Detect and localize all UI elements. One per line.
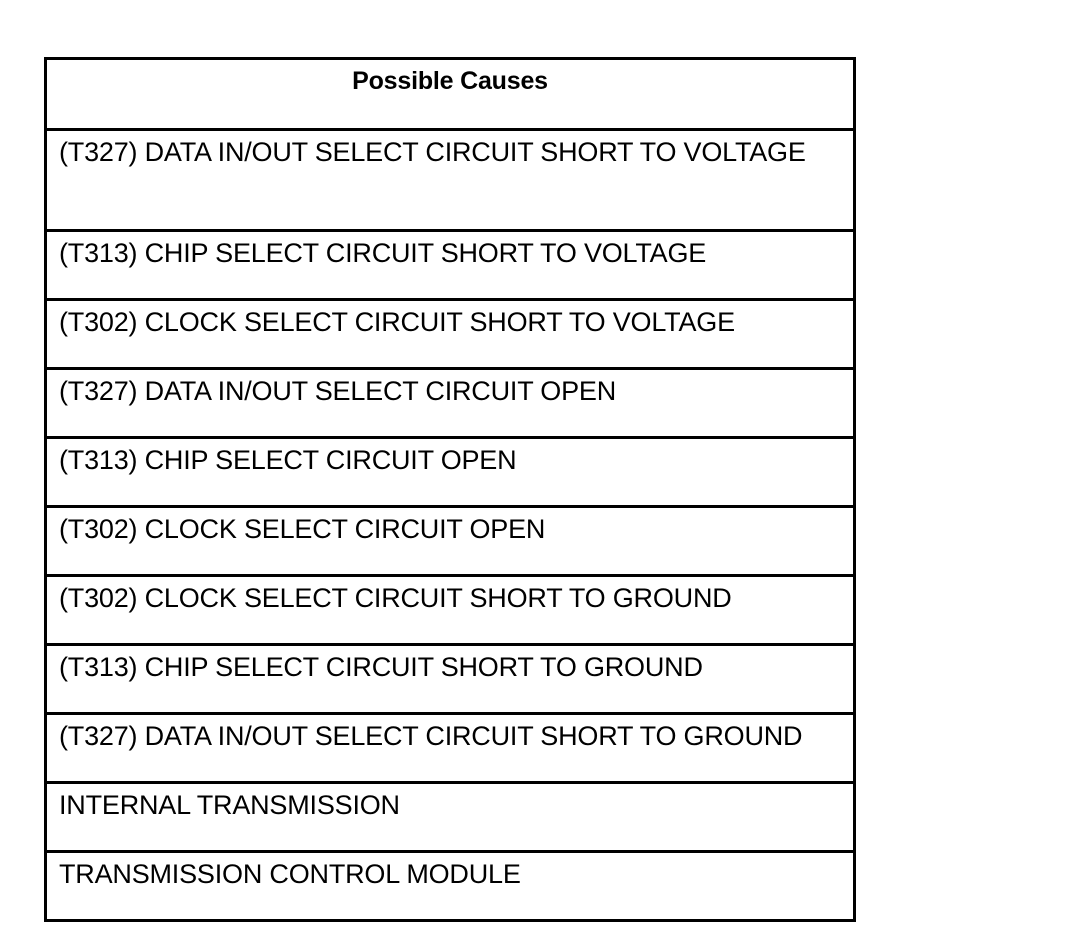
table-row: INTERNAL TRANSMISSION: [47, 781, 853, 850]
possible-causes-table: [44, 57, 856, 922]
table-row: (T313) CHIP SELECT CIRCUIT SHORT TO GROUND: [47, 643, 853, 712]
table-row: (T313) CHIP SELECT CIRCUIT OPEN: [47, 436, 853, 505]
table-header: Possible Causes: [352, 67, 548, 95]
table-row: (T313) CHIP SELECT CIRCUIT SHORT TO VOLTAGE: [47, 229, 853, 298]
table-row: (T302) CLOCK SELECT CIRCUIT SHORT TO GROUND: [47, 574, 853, 643]
table-row: (T327) DATA IN/OUT SELECT CIRCUIT SHORT TO VOLTAGE: [47, 128, 853, 229]
table-row: (T302) CLOCK SELECT CIRCUIT OPEN: [47, 505, 853, 574]
table-row: (T327) DATA IN/OUT SELECT CIRCUIT SHORT TO GROUND: [47, 712, 853, 781]
table-row: (T302) CLOCK SELECT CIRCUIT SHORT TO VOLTAGE: [47, 298, 853, 367]
table-row: TRANSMISSION CONTROL MODULE: [47, 850, 853, 919]
table-row: (T327) DATA IN/OUT SELECT CIRCUIT OPEN: [47, 367, 853, 436]
